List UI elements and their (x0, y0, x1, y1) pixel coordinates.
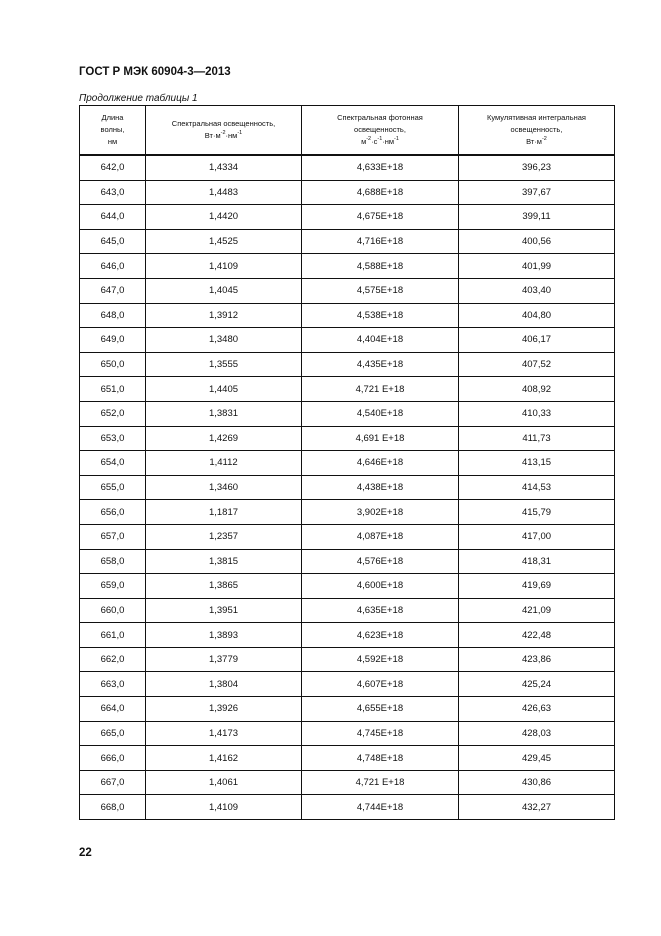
cell-spectral-irradiance: 1,3480 (146, 328, 302, 353)
cell-wavelength: 658,0 (80, 549, 146, 574)
cell-wavelength: 652,0 (80, 401, 146, 426)
cell-photon-irradiance: 4,745E+18 (302, 721, 459, 746)
cell-photon-irradiance: 4,540E+18 (302, 401, 459, 426)
cell-spectral-irradiance: 1,4112 (146, 451, 302, 476)
cell-spectral-irradiance: 1,4420 (146, 205, 302, 230)
cell-spectral-irradiance: 1,1817 (146, 500, 302, 525)
cell-spectral-irradiance: 1,3555 (146, 352, 302, 377)
cell-photon-irradiance: 4,748E+18 (302, 746, 459, 771)
header-spectral-irradiance: Спектральная освещенность, $Вт\cdot м^{-2}\cdot нм^{-1}$ (146, 106, 302, 156)
table-row (80, 574, 615, 599)
cell-photon-irradiance: 4,404E+18 (302, 328, 459, 353)
cell-spectral-irradiance: 1,4045 (146, 278, 302, 303)
table-row (80, 746, 615, 771)
cell-wavelength: 656,0 (80, 500, 146, 525)
cell-wavelength: 666,0 (80, 746, 146, 771)
cell-cumulative-irradiance: 422,48 (459, 623, 615, 648)
cell-cumulative-irradiance: 397,67 (459, 180, 615, 205)
table-row (80, 697, 615, 722)
cell-cumulative-irradiance: 425,24 (459, 672, 615, 697)
cell-wavelength: 650,0 (80, 352, 146, 377)
cell-cumulative-irradiance: 429,45 (459, 746, 615, 771)
header-wavelength: Длина волны, нм (80, 106, 146, 156)
cell-photon-irradiance: 4,538E+18 (302, 303, 459, 328)
cell-photon-irradiance: 4,646E+18 (302, 451, 459, 476)
cell-photon-irradiance: 4,435E+18 (302, 352, 459, 377)
table-row (80, 377, 615, 402)
cell-spectral-irradiance: 1,3865 (146, 574, 302, 599)
cell-photon-irradiance: 4,721 E+18 (302, 770, 459, 795)
cell-spectral-irradiance: 1,3831 (146, 401, 302, 426)
table-row (80, 770, 615, 795)
cell-spectral-irradiance: 1,4173 (146, 721, 302, 746)
cell-cumulative-irradiance: 421,09 (459, 598, 615, 623)
cell-wavelength: 643,0 (80, 180, 146, 205)
cell-cumulative-irradiance: 400,56 (459, 229, 615, 254)
cell-wavelength: 647,0 (80, 278, 146, 303)
cell-cumulative-irradiance: 396,23 (459, 155, 615, 180)
cell-photon-irradiance: 4,592E+18 (302, 647, 459, 672)
header-cumulative-irradiance: Кумулятивная интегральная освещенность, $Вт\cdot м^{-2}$ (459, 106, 615, 156)
cell-cumulative-irradiance: 399,11 (459, 205, 615, 230)
cell-photon-irradiance: 4,688E+18 (302, 180, 459, 205)
cell-cumulative-irradiance: 417,00 (459, 524, 615, 549)
cell-wavelength: 654,0 (80, 451, 146, 476)
cell-cumulative-irradiance: 415,79 (459, 500, 615, 525)
table-row (80, 328, 615, 353)
cell-spectral-irradiance: 1,2357 (146, 524, 302, 549)
table-row (80, 500, 615, 525)
cell-photon-irradiance: 4,576E+18 (302, 549, 459, 574)
table-row (80, 180, 615, 205)
cell-spectral-irradiance: 1,4109 (146, 795, 302, 820)
cell-spectral-irradiance: 1,4334 (146, 155, 302, 180)
cell-spectral-irradiance: 1,4061 (146, 770, 302, 795)
cell-cumulative-irradiance: 407,52 (459, 352, 615, 377)
table-row (80, 598, 615, 623)
cell-cumulative-irradiance: 403,40 (459, 278, 615, 303)
cell-spectral-irradiance: 1,3460 (146, 475, 302, 500)
cell-wavelength: 644,0 (80, 205, 146, 230)
cell-cumulative-irradiance: 414,53 (459, 475, 615, 500)
table-row (80, 549, 615, 574)
cell-spectral-irradiance: 1,4483 (146, 180, 302, 205)
cell-wavelength: 648,0 (80, 303, 146, 328)
cell-cumulative-irradiance: 426,63 (459, 697, 615, 722)
page-number: 22 (79, 847, 92, 859)
cell-cumulative-irradiance: 404,80 (459, 303, 615, 328)
cell-wavelength: 665,0 (80, 721, 146, 746)
table-row (80, 451, 615, 476)
cell-photon-irradiance: 3,902E+18 (302, 500, 459, 525)
cell-cumulative-irradiance: 423,86 (459, 647, 615, 672)
cell-spectral-irradiance: 1,4162 (146, 746, 302, 771)
table-row (80, 475, 615, 500)
cell-cumulative-irradiance: 411,73 (459, 426, 615, 451)
cell-photon-irradiance: 4,675E+18 (302, 205, 459, 230)
cell-photon-irradiance: 4,623E+18 (302, 623, 459, 648)
cell-wavelength: 664,0 (80, 697, 146, 722)
cell-spectral-irradiance: 1,3912 (146, 303, 302, 328)
cell-photon-irradiance: 4,633E+18 (302, 155, 459, 180)
cell-wavelength: 653,0 (80, 426, 146, 451)
cell-wavelength: 662,0 (80, 647, 146, 672)
table-row (80, 229, 615, 254)
table-row (80, 205, 615, 230)
cell-spectral-irradiance: 1,3951 (146, 598, 302, 623)
cell-wavelength: 651,0 (80, 377, 146, 402)
table-row (80, 303, 615, 328)
cell-wavelength: 661,0 (80, 623, 146, 648)
table-header-row (80, 106, 615, 156)
table-row (80, 254, 615, 279)
cell-wavelength: 660,0 (80, 598, 146, 623)
cell-spectral-irradiance: 1,4405 (146, 377, 302, 402)
cell-photon-irradiance: 4,635E+18 (302, 598, 459, 623)
cell-photon-irradiance: 4,607E+18 (302, 672, 459, 697)
cell-photon-irradiance: 4,438E+18 (302, 475, 459, 500)
cell-wavelength: 657,0 (80, 524, 146, 549)
document-header: ГОСТ Р МЭК 60904-3—2013 (79, 66, 231, 78)
cell-spectral-irradiance: 1,3893 (146, 623, 302, 648)
cell-photon-irradiance: 4,588E+18 (302, 254, 459, 279)
cell-spectral-irradiance: 1,4269 (146, 426, 302, 451)
table-row (80, 401, 615, 426)
table-row (80, 524, 615, 549)
data-table (79, 105, 615, 820)
cell-wavelength: 668,0 (80, 795, 146, 820)
cell-cumulative-irradiance: 428,03 (459, 721, 615, 746)
cell-wavelength: 659,0 (80, 574, 146, 599)
cell-wavelength: 663,0 (80, 672, 146, 697)
table-row (80, 623, 615, 648)
cell-spectral-irradiance: 1,3779 (146, 647, 302, 672)
cell-cumulative-irradiance: 406,17 (459, 328, 615, 353)
table-row (80, 426, 615, 451)
cell-cumulative-irradiance: 430,86 (459, 770, 615, 795)
cell-wavelength: 642,0 (80, 155, 146, 180)
cell-cumulative-irradiance: 419,69 (459, 574, 615, 599)
cell-wavelength: 646,0 (80, 254, 146, 279)
cell-cumulative-irradiance: 418,31 (459, 549, 615, 574)
table-row (80, 672, 615, 697)
cell-wavelength: 667,0 (80, 770, 146, 795)
table-row (80, 352, 615, 377)
cell-spectral-irradiance: 1,3804 (146, 672, 302, 697)
table-body (80, 155, 615, 820)
table-row (80, 721, 615, 746)
cell-cumulative-irradiance: 413,15 (459, 451, 615, 476)
cell-photon-irradiance: 4,744E+18 (302, 795, 459, 820)
table-row (80, 795, 615, 820)
cell-photon-irradiance: 4,655E+18 (302, 697, 459, 722)
cell-cumulative-irradiance: 408,92 (459, 377, 615, 402)
cell-photon-irradiance: 4,600E+18 (302, 574, 459, 599)
cell-cumulative-irradiance: 401,99 (459, 254, 615, 279)
cell-wavelength: 655,0 (80, 475, 146, 500)
cell-wavelength: 649,0 (80, 328, 146, 353)
cell-photon-irradiance: 4,716E+18 (302, 229, 459, 254)
cell-spectral-irradiance: 1,3815 (146, 549, 302, 574)
cell-spectral-irradiance: 1,3926 (146, 697, 302, 722)
cell-photon-irradiance: 4,691 E+18 (302, 426, 459, 451)
cell-spectral-irradiance: 1,4109 (146, 254, 302, 279)
cell-spectral-irradiance: 1,4525 (146, 229, 302, 254)
cell-photon-irradiance: 4,721 E+18 (302, 377, 459, 402)
cell-cumulative-irradiance: 432,27 (459, 795, 615, 820)
table-row (80, 278, 615, 303)
cell-photon-irradiance: 4,087E+18 (302, 524, 459, 549)
cell-photon-irradiance: 4,575E+18 (302, 278, 459, 303)
table-row (80, 647, 615, 672)
table-row (80, 155, 615, 180)
header-spectral-photon-irradiance: Спектральная фотонная освещенность, $м^{-2}\cdot с^{-1}\cdot нм^{-1}$ (302, 106, 459, 156)
cell-cumulative-irradiance: 410,33 (459, 401, 615, 426)
cell-wavelength: 645,0 (80, 229, 146, 254)
table-caption: Продолжение таблицы 1 (79, 93, 198, 104)
